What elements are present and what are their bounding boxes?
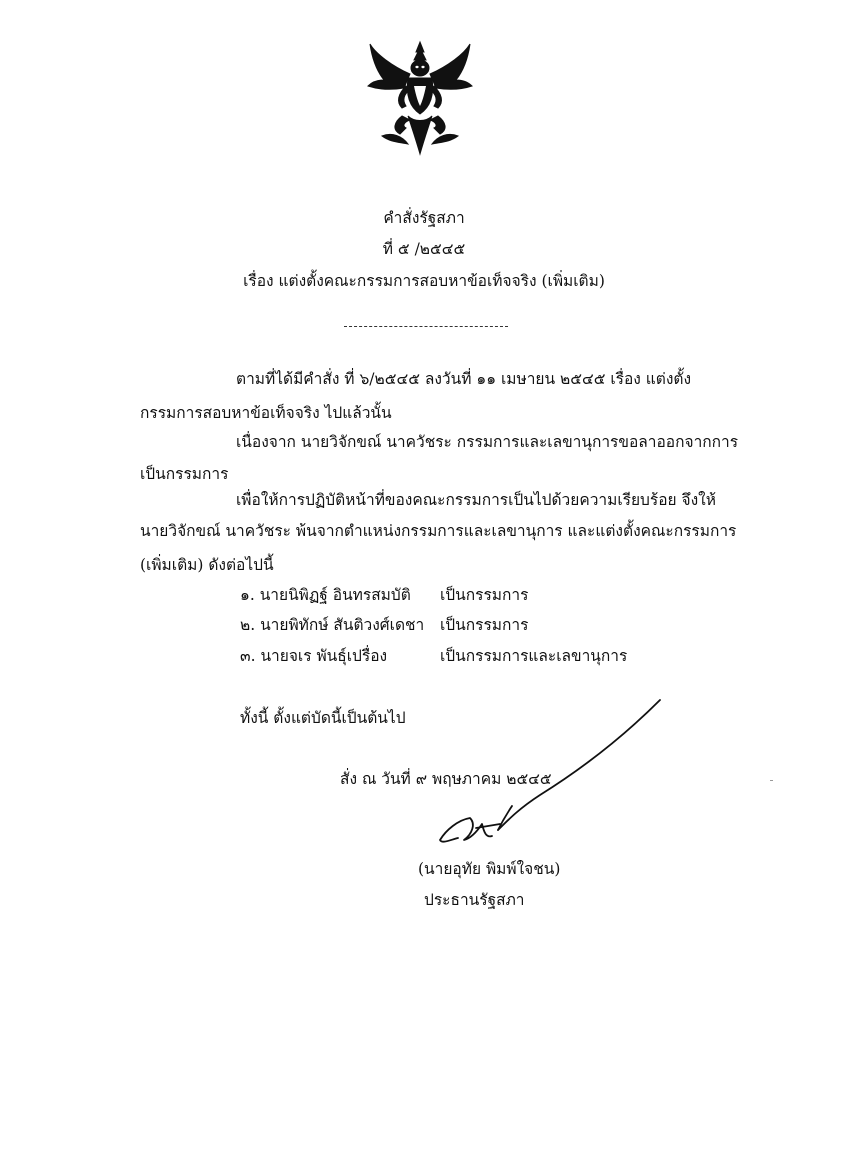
order-subject: เรื่อง แต่งตั้งคณะกรรมการสอบหาข้อเท็จจริง (เพิ่มเติม) [243,272,605,290]
member-name: ๓. นายจเร พันธุ์เปรื่อง [240,647,388,665]
member-name: ๑. นายนิพิฏฐ์ อินทรสมบัติ [240,586,411,604]
order-date: สั่ง ณ วันที่ ๙ พฤษภาคม ๒๕๔๕ [340,770,552,788]
separator-rule [344,326,508,327]
member-role: เป็นกรรมการ [440,586,529,604]
effective-clause: ทั้งนี้ ตั้งแต่บัดนี้เป็นต้นไป [240,709,406,727]
member-role: เป็นกรรมการ [440,616,529,634]
handwritten-signature [420,690,670,860]
order-title: คำสั่งรัฐสภา [383,209,465,227]
garuda-emblem-icon [362,36,478,160]
paragraph-1-line-1: ตามที่ได้มีคำสั่ง ที่ ๖/๒๕๔๕ ลงวันที่ ๑๑ เมษายน ๒๕๔๕ เรื่อง แต่งตั้ง [236,370,692,388]
paragraph-2-line-2: เป็นกรรมการ [140,465,229,483]
order-number: ที่ ๕ /๒๕๔๕ [382,240,466,258]
signatory-position: ประธานรัฐสภา [424,891,525,909]
paragraph-1-line-2: กรรมการสอบหาข้อเท็จจริง ไปแล้วนั้น [140,404,392,422]
member-name: ๒. นายพิทักษ์ สันติวงศ์เดชา [240,616,425,634]
paragraph-3-line-1: เพื่อให้การปฏิบัติหน้าที่ของคณะกรรมการเป็นไปด้วยความเรียบร้อย จึงให้ [236,491,716,509]
paragraph-2-line-1: เนื่องจาก นายวิจักขณ์ นาควัชระ กรรมการและเลขานุการขอลาออกจากการ [236,433,739,451]
scan-speck [770,780,773,781]
paragraph-3-line-3: (เพิ่มเติม) ดังต่อไปนี้ [140,556,274,574]
paragraph-3-line-2: นายวิจักขณ์ นาควัชระ พ้นจากตำแหน่งกรรมการและเลขานุการ และแต่งตั้งคณะกรรมการ [140,522,737,540]
member-role: เป็นกรรมการและเลขานุการ [440,647,628,665]
signatory-name: (นายอุทัย พิมพ์ใจชน) [418,860,561,878]
